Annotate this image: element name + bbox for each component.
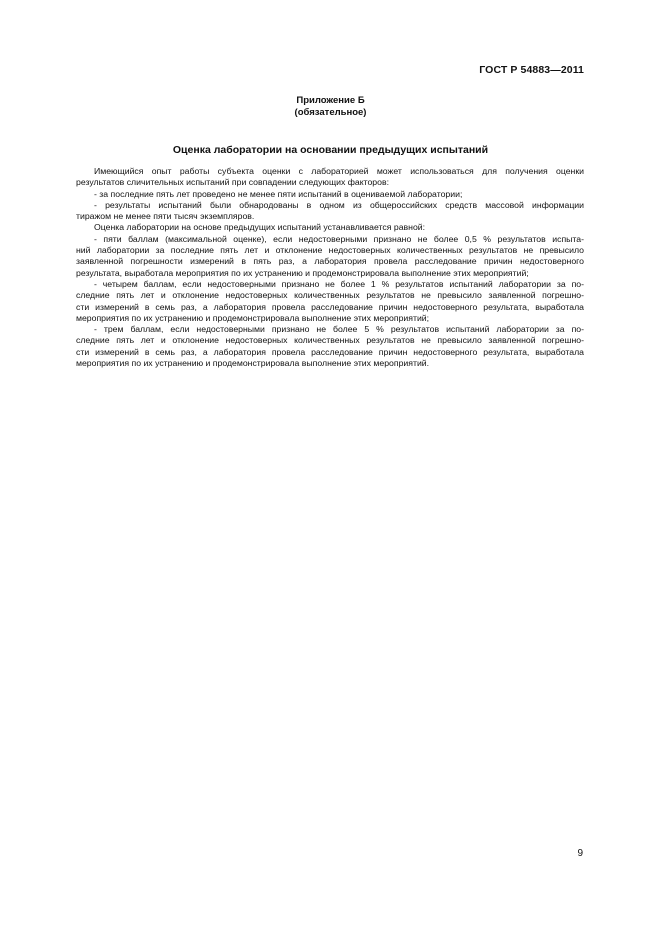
document-code: ГОСТ Р 54883—2011 (479, 64, 584, 76)
text-line: заявленной погрешности измерений в пять раз, а лаборатория провела расследование причин недостоверного (76, 256, 584, 267)
text-line: - результаты испытаний были обнародованы в одном из общероссийских средств массовой информации (94, 199, 584, 210)
page-number: 9 (577, 848, 583, 859)
text-line: результатов сличительных испытаний при совпадении следующих факторов: (76, 177, 389, 188)
text-line: - за последние пять лет проведено не менее пяти испытаний в оцениваемой лаборатории; (94, 188, 463, 199)
body-text (76, 166, 584, 369)
text-line: Имеющийся опыт работы субъекта оценки с лабораторией может использоваться для получения оценки (94, 166, 584, 176)
text-line: результата, выработала мероприятия по их устранению и продемонстрировала выполнение этих мероприятий; (76, 267, 529, 278)
annex-heading (0, 95, 661, 119)
text-line: Оценка лаборатории на основе предыдущих испытаний устанавливается равной: (94, 222, 426, 233)
section-title: Оценка лаборатории на основании предыдущих испытаний (172, 144, 489, 156)
text-line: тиражом не менее пяти тысяч экземпляров. (76, 211, 255, 222)
annex-status: (обязательное) (294, 107, 367, 118)
text-line: - пяти баллам (максимальной оценке), если недостоверными признано не более 0,5 % результатов испыта- (94, 233, 584, 244)
text-line: мероприятия по их устранению и продемонстрировала выполнение этих мероприятий. (76, 358, 430, 369)
text-line: следние пять лет и отклонение недостоверных количественных результатов не превысило заявленной погрешно- (76, 335, 584, 346)
text-line: сти измерений в семь раз, а лаборатория провела расследование причин недостоверного результата, выработала (76, 346, 584, 357)
text-line: сти измерений в семь раз, а лаборатория провела расследование причин недостоверного результата, выработала (76, 301, 584, 312)
text-line: - четырем баллам, если недостоверными признано не более 1 % результатов испытаний лаборатории за по- (94, 278, 584, 289)
text-line: - трем баллам, если недостоверными признано не более 5 % результатов испытаний лаборатории за по- (94, 324, 584, 335)
text-line: ний лаборатории за последние пять лет и отклонение недостоверных количественных результатов не превысило (76, 245, 584, 256)
annex-label: Приложение Б (296, 95, 365, 106)
text-line: мероприятия по их устранению и продемонстрировала выполнение этих мероприятий; (76, 312, 430, 323)
text-line: следние пять лет и отклонение недостоверных количественных результатов не превысило заявленной погрешно- (76, 290, 584, 301)
